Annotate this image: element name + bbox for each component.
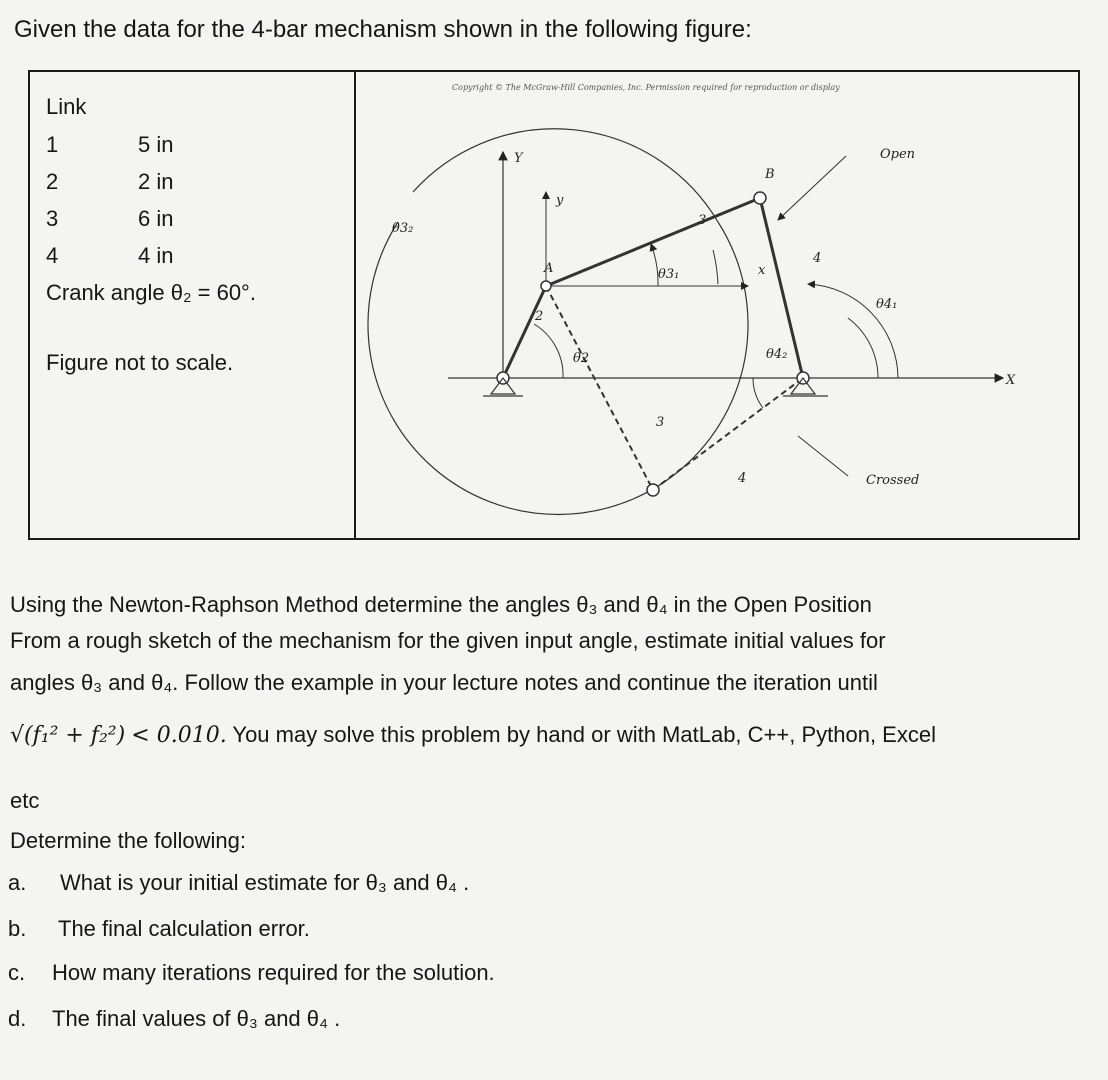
- link-length: 4 in: [138, 243, 174, 268]
- link-3-open: [546, 198, 760, 286]
- item-text: What is your initial estimate for θ₃ and θ₄ .: [60, 870, 470, 895]
- label-B: B: [765, 167, 775, 182]
- pin-b-crossed: [647, 484, 659, 496]
- label-A: A: [544, 261, 554, 276]
- open-leader: [778, 156, 846, 220]
- copyright-text: Copyright © The McGraw-Hill Companies, Inc. Permission required for reproduction or display: [452, 83, 840, 92]
- link-2: [503, 286, 546, 378]
- theta4-crossed-arc: [753, 378, 763, 408]
- label-x: x: [758, 263, 766, 278]
- determine-heading: Determine the following:: [10, 828, 247, 853]
- problem-heading: Given the data for the 4-bar mechanism shown in the following figure:: [14, 16, 752, 43]
- theta3-open-arc: [651, 244, 658, 286]
- item-marker: c.: [8, 960, 26, 985]
- item-marker: a.: [8, 870, 27, 895]
- theta3-crossed-arc: [713, 250, 718, 284]
- label-X: X: [1006, 373, 1016, 388]
- label-theta4-open: θ4₁: [876, 297, 898, 312]
- item-marker: d.: [8, 1006, 27, 1031]
- item-text: The final values of θ₃ and θ₄ .: [52, 1006, 341, 1031]
- figure-note: Figure not to scale.: [46, 350, 234, 375]
- pin-a: [541, 281, 551, 291]
- label-link-2: 2: [535, 309, 544, 324]
- label-link-3-crossed: 3: [656, 415, 665, 430]
- paragraph-line-2: From a rough sketch of the mechanism for the given input angle, estimate initial values for: [10, 628, 886, 653]
- paragraph-line-5: etc: [10, 788, 40, 813]
- link-length: 2 in: [138, 169, 174, 194]
- figure-box: [28, 70, 1080, 540]
- crank-angle: Crank angle θ₂ = 60°.: [46, 280, 256, 305]
- locus-arc-upper: [413, 129, 718, 222]
- link-3-crossed: [546, 286, 653, 490]
- link-number: 4: [46, 243, 59, 268]
- link-number: 3: [46, 206, 59, 231]
- label-theta3-open: θ3₁: [658, 267, 680, 282]
- crossed-leader: [798, 436, 848, 476]
- label-y: y: [556, 193, 564, 208]
- theta4-open-arc-2: [848, 318, 878, 378]
- label-crossed: Crossed: [866, 473, 920, 488]
- item-text: How many iterations required for the solution.: [52, 960, 495, 985]
- paragraph-line-4: [10, 722, 936, 748]
- link-length: 5 in: [138, 132, 174, 157]
- item-text: The final calculation error.: [58, 916, 310, 941]
- paragraph-line-1: Using the Newton-Raphson Method determine the angles θ₃ and θ₄ in the Open Position: [10, 592, 872, 617]
- error-formula-lhs: √(f₁² + f₂²): [10, 723, 126, 748]
- link-length: 6 in: [138, 206, 174, 231]
- item-marker: b.: [8, 916, 27, 941]
- label-open: Open: [880, 147, 916, 162]
- link-number: 1: [46, 132, 59, 157]
- label-theta2: θ2: [573, 351, 590, 366]
- link-table: [30, 72, 356, 538]
- label-link-3-open: 3: [698, 213, 707, 228]
- paragraph-line-4-text: You may solve this problem by hand or with MatLab, C++, Python, Excel: [232, 722, 936, 747]
- locus-arc: [368, 222, 748, 514]
- theta2-arc: [534, 324, 563, 378]
- label-link-4-open: 4: [813, 251, 822, 266]
- label-theta4-crossed: θ4₂: [766, 347, 788, 362]
- label-link-4-crossed: 4: [738, 471, 747, 486]
- table-header: Link: [46, 94, 87, 119]
- paragraph-line-3: angles θ₃ and θ₄. Follow the example in your lecture notes and continue the iteration until: [10, 670, 878, 695]
- pin-b-open: [754, 192, 766, 204]
- label-Y: Y: [514, 151, 523, 166]
- mechanism-diagram: [358, 72, 1078, 538]
- label-theta3-crossed: θ3₂: [392, 221, 414, 236]
- link-number: 2: [46, 169, 59, 194]
- error-formula-rhs: < 0.010.: [131, 723, 227, 748]
